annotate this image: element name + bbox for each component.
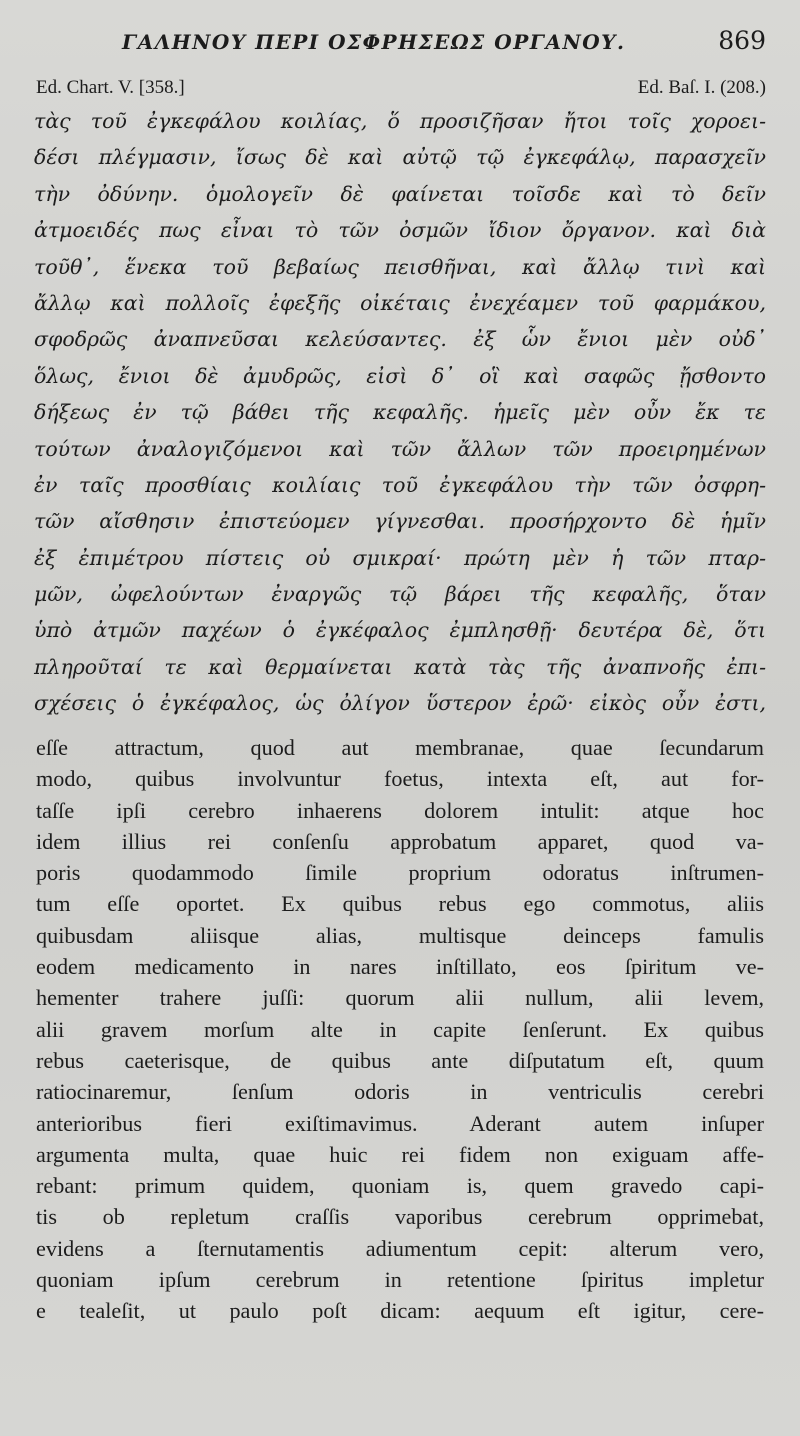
running-header: [0, 26, 800, 62]
latin-line: eſſe attractum, quod aut membranae, quae ſecundarum: [36, 735, 764, 760]
greek-line: τοῦθ᾽, ἕνεκα τοῦ βεβαίως πεισθῆναι, καὶ ἄλλῳ τινὶ καὶ: [34, 254, 766, 279]
latin-line: e tealeſit, ut paulo poſt dicam: aequum eſt igitur, cere-: [36, 1298, 764, 1324]
edition-basel: Ed. Baſ. I. (208.): [637, 77, 766, 98]
greek-line: τὰς τοῦ ἐγκεφάλου κοιλίας, ὅ προσιζῆσαν ἤτοι τοῖς χοροει-: [34, 109, 766, 133]
latin-line: idem illius rei conſenſu approbatum apparet, quod va-: [36, 828, 764, 854]
page-number: 869: [718, 26, 766, 55]
greek-text-block: [34, 103, 766, 722]
greek-line: ὑπὸ ἀτμῶν παχέων ὁ ἐγκέφαλος ἐμπλησθῇ· δευτέρα δὲ, ὅτι: [34, 618, 766, 643]
latin-line: quibusdam aliisque alias, multisque deinceps famulis: [36, 922, 764, 948]
latin-line: quoniam ipſum cerebrum in retentione ſpiritus impletur: [36, 1267, 764, 1293]
latin-text-block: [36, 732, 764, 1327]
latin-line: modo, quibus involvuntur foetus, intexta eſt, aut for-: [36, 766, 764, 792]
greek-line: ὅλως, ἔνιοι δὲ ἀμυδρῶς, εἰσὶ δ᾽ οἳ καὶ σαφῶς ᾔσθοντο: [34, 363, 766, 388]
latin-line: anterioribus fieri exiſtimavimus. Aderant autem inſuper: [36, 1110, 764, 1136]
greek-line: τῶν αἴσθησιν ἐπιστεύομεν γίγνεσθαι. προσήρχοντο δὲ ἡμῖν: [34, 509, 766, 534]
latin-line: tis ob repletum craſſis vaporibus cerebrum opprimebat,: [36, 1204, 764, 1230]
greek-line: τὴν ὀδύνην. ὁμολογεῖν δὲ φαίνεται τοῖσδε καὶ τὸ δεῖν: [34, 181, 766, 206]
latin-line: poris quodammodo ſimile proprium odoratus inſtrumen-: [36, 860, 764, 886]
edition-references: [36, 77, 766, 103]
latin-line: rebant: primum quidem, quoniam is, quem gravedo capi-: [36, 1173, 764, 1199]
greek-line: σφοδρῶς ἀναπνεῦσαι κελεύσαντες. ἐξ ὧν ἔνιοι μὲν οὐδ᾽: [34, 327, 766, 352]
greek-line: ἀτμοειδές πως εἶναι τὸ τῶν ὀσμῶν ἴδιον ὄργανον. καὶ διὰ: [34, 218, 766, 243]
latin-line: hementer trahere juſſi: quorum alii nullum, alii levem,: [36, 985, 764, 1011]
greek-line: πληροῦταί τε καὶ θερμαίνεται κατὰ τὰς τῆς ἀναπνοῆς ἐπι-: [34, 654, 766, 679]
latin-line: eodem medicamento in nares inſtillato, eos ſpiritum ve-: [36, 954, 764, 980]
latin-line: tum eſſe oportet. Ex quibus rebus ego commotus, aliis: [36, 891, 764, 917]
latin-line: argumenta multa, quae huic rei fidem non exiguam affe-: [36, 1141, 764, 1167]
latin-line: rebus caeterisque, de quibus ante diſputatum eſt, quum: [36, 1047, 764, 1073]
latin-line: evidens a ſternutamentis adiumentum cepit: alterum vero,: [36, 1235, 764, 1261]
greek-line: δέσι πλέγμασιν, ἴσως δὲ καὶ αὐτῷ τῷ ἐγκεφάλῳ, παρασχεῖν: [34, 145, 766, 170]
greek-line: μῶν, ὠφελούντων ἐναργῶς τῷ βάρει τῆς κεφαλῆς, ὅταν: [34, 582, 766, 607]
latin-line: taſſe ipſi cerebro inhaerens dolorem intulit: atque hoc: [36, 797, 764, 823]
greek-line: ἐν ταῖς προσθίαις κοιλίαις τοῦ ἐγκεφάλου τὴν τῶν ὀσφρη-: [34, 472, 766, 497]
greek-line: ἄλλῳ καὶ πολλοῖς ἐφεξῆς οἰκέταις ἐνεχέαμεν τοῦ φαρμάκου,: [34, 290, 766, 315]
greek-line: τούτων ἀναλογιζόμενοι καὶ τῶν ἄλλων τῶν προειρημένων: [34, 436, 766, 461]
greek-line: σχέσεις ὁ ἐγκέφαλος, ὡς ὀλίγον ὕστερον ἐρῶ· εἰκὸς οὖν ἐστι,: [34, 691, 766, 716]
running-title: ΓΑΛΗΝΟΥ ΠΕΡΙ ΟΣΦΡΗΣΕΩΣ ΟΡΓΑΝΟΥ.: [122, 30, 626, 54]
greek-line: δήξεως ἐν τῷ βάθει τῆς κεφαλῆς. ἡμεῖς μὲν οὖν ἔκ τε: [34, 400, 766, 425]
latin-line: ratiocinaremur, ſenſum odoris in ventriculis cerebri: [36, 1079, 764, 1105]
latin-line: alii gravem morſum alte in capite ſenſerunt. Ex quibus: [36, 1016, 764, 1042]
greek-line: ἐξ ἐπιμέτρου πίστεις οὐ σμικραί· πρώτη μὲν ἡ τῶν πταρ-: [34, 545, 766, 570]
edition-chartier: Ed. Chart. V. [358.]: [36, 77, 185, 98]
